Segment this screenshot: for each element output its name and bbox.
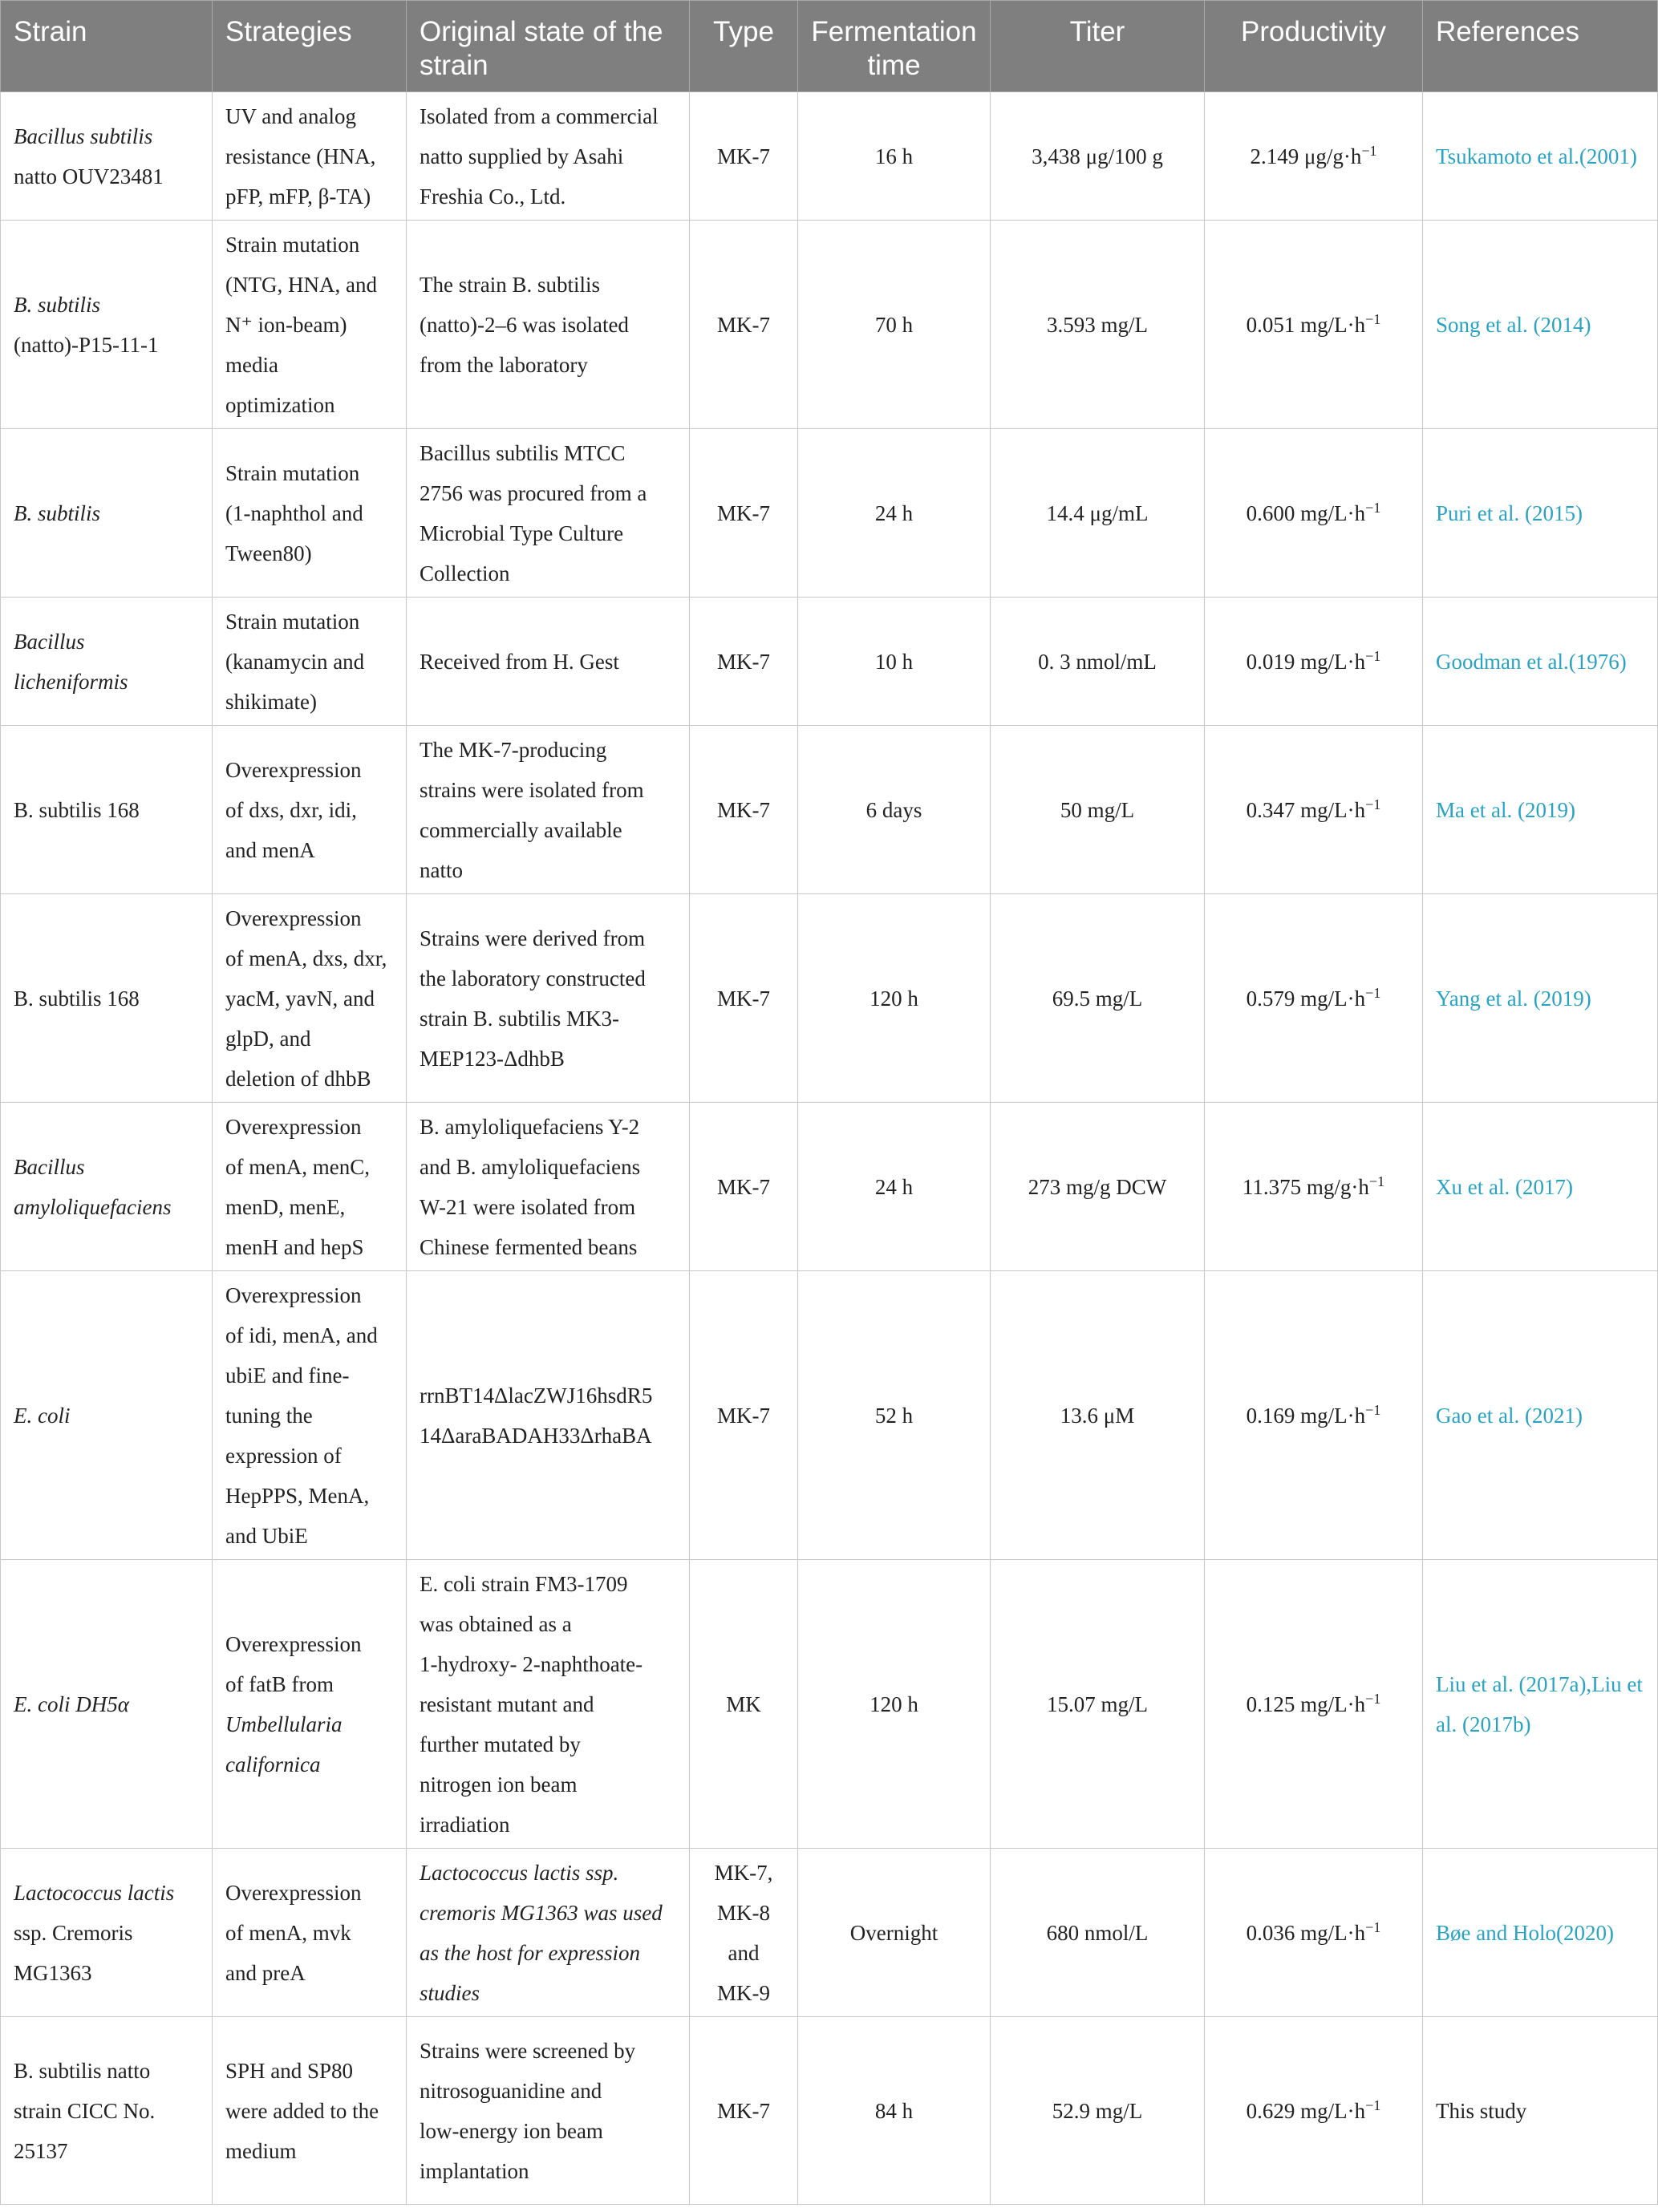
strain-cell	[1, 221, 213, 429]
strategy-line: (kanamycin and	[225, 649, 365, 674]
reference-cell	[1423, 726, 1658, 894]
origin-line: MEP123-ΔdhbB	[420, 1046, 565, 1071]
type-cell: MK-7	[690, 221, 798, 429]
origin-line: cremoris MG1363 was used	[420, 1900, 663, 1925]
time-cell: 120 h	[798, 1560, 991, 1849]
reference-cell	[1423, 598, 1658, 726]
origin-line: the laboratory constructed	[420, 966, 646, 991]
strain-cell	[1, 894, 213, 1103]
type-cell: MK-7	[690, 2017, 798, 2205]
reference-cell	[1423, 429, 1658, 598]
productivity-exponent: −1	[1365, 984, 1381, 1001]
type-cell: MK-7	[690, 598, 798, 726]
strategy-line: glpD, and	[225, 1026, 311, 1051]
strain-line: amyloliquefaciens	[14, 1194, 172, 1219]
productivity-value: 0.579 mg/L·h	[1246, 986, 1366, 1011]
type-line: MK-9	[717, 1980, 770, 2005]
origin-line: and B. amyloliquefaciens	[420, 1154, 641, 1179]
origin-line: implantation	[420, 2158, 529, 2183]
strategy-line: menH and hepS	[225, 1234, 364, 1259]
productivity-value: 11.375 mg/g·h	[1242, 1174, 1369, 1199]
strategies-cell	[213, 221, 407, 429]
table-row	[1, 726, 1658, 894]
origin-line: rrnBT14ΔlacZWJ16hsdR5	[420, 1383, 653, 1408]
origin-line: low-energy ion beam	[420, 2118, 603, 2143]
strategy-line: menD, menE,	[225, 1194, 346, 1219]
strategy-line: deletion of dhbB	[225, 1066, 371, 1091]
strategy-line: and menA	[225, 837, 315, 862]
origin-line: Freshia Co., Ltd.	[420, 184, 566, 209]
type-line: and	[728, 1940, 760, 1965]
strategies-cell	[213, 1849, 407, 2017]
strategy-line: pFP, mFP, β-TA)	[225, 184, 371, 209]
strategy-line: of menA, dxs, dxr,	[225, 946, 387, 970]
titer-cell: 13.6 μM	[991, 1271, 1205, 1560]
header-type: Type	[690, 1, 798, 92]
type-cell: MK-7	[690, 726, 798, 894]
strain-line: B. subtilis 168	[14, 797, 140, 822]
productivity-exponent: −1	[1365, 1690, 1381, 1707]
productivity-exponent: −1	[1365, 2097, 1381, 2113]
strategy-line: and UbiE	[225, 1523, 308, 1548]
origin-line: resistant mutant and	[420, 1691, 594, 1716]
origin-line: irradiation	[420, 1812, 510, 1837]
origin-line: natto supplied by Asahi	[420, 144, 624, 168]
productivity-cell	[1205, 726, 1423, 894]
titer-cell: 14.4 μg/mL	[991, 429, 1205, 598]
header-fermentation-time: Fermentation time	[798, 1, 991, 92]
strain-line: Bacillus subtilis	[14, 124, 153, 148]
productivity-exponent: −1	[1361, 142, 1377, 159]
type-cell: MK	[690, 1560, 798, 1849]
origin-cell	[407, 221, 690, 429]
reference-cell	[1423, 221, 1658, 429]
table-row	[1, 1560, 1658, 1849]
productivity-cell	[1205, 1271, 1423, 1560]
origin-line: nitrogen ion beam	[420, 1772, 578, 1797]
origin-line: Bacillus subtilis MTCC	[420, 440, 626, 465]
productivity-cell	[1205, 2017, 1423, 2205]
table-row	[1, 221, 1658, 429]
reference-link[interactable]: Tsukamoto et al.	[1436, 144, 1579, 168]
titer-cell: 69.5 mg/L	[991, 894, 1205, 1103]
strain-line: strain CICC No.	[14, 2098, 156, 2123]
reference-link[interactable]: (2001)	[1579, 144, 1637, 168]
reference-cell	[1423, 1271, 1658, 1560]
strategy-line: (1-naphthol and	[225, 500, 363, 525]
origin-line: The MK-7-producing	[420, 737, 607, 762]
strategy-line: and preA	[225, 1960, 306, 1985]
table-row	[1, 1103, 1658, 1271]
header-original-state: Original state of the strain	[407, 1, 690, 92]
header-strain: Strain	[1, 1, 213, 92]
origin-line: Isolated from a commercial	[420, 103, 659, 128]
reference-cell	[1423, 1849, 1658, 2017]
strategy-line: Overexpression	[225, 1880, 362, 1905]
table-row	[1, 1271, 1658, 1560]
strategy-line: N⁺ ion-beam)	[225, 312, 347, 337]
time-cell: 24 h	[798, 1103, 991, 1271]
strategy-line: Overexpression	[225, 905, 362, 930]
type-cell: MK-7	[690, 429, 798, 598]
strain-line: natto OUV23481	[14, 164, 164, 188]
strategy-line: (NTG, HNA, and	[225, 272, 377, 297]
strain-cell	[1, 1103, 213, 1271]
productivity-value: 0.036 mg/L·h	[1246, 1920, 1366, 1945]
reference-link[interactable]: Xu et al. (2017)	[1436, 1174, 1573, 1199]
origin-line: Lactococcus lactis ssp.	[420, 1860, 619, 1885]
reference-link[interactable]: Liu et al. (2017b)	[1436, 1671, 1643, 1736]
origin-cell	[407, 1271, 690, 1560]
table-row	[1, 598, 1658, 726]
origin-line: strain B. subtilis MK3-	[420, 1006, 620, 1031]
strain-line: E. coli DH5α	[14, 1691, 129, 1716]
strategies-cell	[213, 92, 407, 221]
strategy-line: Overexpression	[225, 1631, 362, 1656]
reference-cell	[1423, 894, 1658, 1103]
reference-link[interactable]: Liu et al. (2017a),	[1436, 1671, 1592, 1696]
table-row	[1, 2017, 1658, 2205]
productivity-exponent: −1	[1365, 1918, 1381, 1935]
strain-line: MG1363	[14, 1960, 92, 1985]
strain-cell	[1, 92, 213, 221]
origin-cell	[407, 1560, 690, 1849]
strategy-line: UV and analog	[225, 103, 356, 128]
productivity-value: 0.600 mg/L·h	[1246, 500, 1366, 525]
origin-line: The strain B. subtilis	[420, 272, 600, 297]
time-cell: 70 h	[798, 221, 991, 429]
reference-cell: This study	[1423, 2017, 1658, 2205]
titer-cell: 273 mg/g DCW	[991, 1103, 1205, 1271]
origin-line: nitrosoguanidine and	[420, 2078, 602, 2103]
origin-line: W-21 were isolated from	[420, 1194, 636, 1219]
reference-link[interactable]: Song et al. (2014)	[1436, 312, 1591, 337]
strategy-line: Strain mutation	[225, 232, 360, 257]
strategies-cell	[213, 894, 407, 1103]
strategy-line: resistance (HNA,	[225, 144, 376, 168]
strategy-line: of menA, mvk	[225, 1920, 351, 1945]
origin-line: Chinese fermented beans	[420, 1234, 638, 1259]
strategies-cell	[213, 598, 407, 726]
origin-line: Received from H. Gest	[420, 649, 619, 674]
strategy-line: Strain mutation	[225, 460, 360, 485]
strain-line: Bacillus	[14, 1154, 85, 1179]
origin-cell	[407, 1849, 690, 2017]
time-cell: 10 h	[798, 598, 991, 726]
strain-line: Bacillus	[14, 629, 85, 654]
titer-cell: 50 mg/L	[991, 726, 1205, 894]
reference-cell	[1423, 92, 1658, 221]
reference-link[interactable]: Gao et al. (2021)	[1436, 1403, 1583, 1428]
strain-line: 25137	[14, 2138, 68, 2163]
strategy-line: shikimate)	[225, 689, 317, 714]
strategies-cell	[213, 1271, 407, 1560]
titer-cell: 680 nmol/L	[991, 1849, 1205, 2017]
strain-line: E. coli	[14, 1403, 71, 1428]
strategies-cell	[213, 429, 407, 598]
strain-line: ssp. Cremoris	[14, 1920, 133, 1945]
strategy-line: optimization	[225, 392, 335, 417]
productivity-value: 2.149 μg/g·h	[1250, 144, 1362, 168]
type-cell: MK-7	[690, 1271, 798, 1560]
origin-line: commercially available	[420, 817, 622, 842]
strategy-line: Overexpression	[225, 757, 362, 782]
strategy-line: SPH and SP80	[225, 2058, 354, 2083]
productivity-cell	[1205, 1103, 1423, 1271]
type-cell: MK-7	[690, 1103, 798, 1271]
titer-cell: 0. 3 nmol/mL	[991, 598, 1205, 726]
productivity-exponent: −1	[1365, 499, 1381, 516]
strategies-cell	[213, 2017, 407, 2205]
table-row	[1, 1849, 1658, 2017]
header-references: References	[1423, 1, 1658, 92]
time-cell: 84 h	[798, 2017, 991, 2205]
productivity-exponent: −1	[1365, 310, 1381, 327]
reference-link[interactable]: Bøe and Holo	[1436, 1920, 1556, 1945]
titer-cell: 15.07 mg/L	[991, 1560, 1205, 1849]
strategy-line: medium	[225, 2138, 297, 2163]
table-row	[1, 92, 1658, 221]
strain-cell	[1, 1849, 213, 2017]
origin-cell	[407, 894, 690, 1103]
time-cell: 24 h	[798, 429, 991, 598]
origin-line: further mutated by	[420, 1732, 581, 1756]
reference-link[interactable]: (1976)	[1568, 649, 1627, 674]
strategy-line: yacM, yavN, and	[225, 986, 375, 1011]
strategies-cell	[213, 1560, 407, 1849]
strain-line: B. subtilis	[14, 292, 101, 317]
table-row	[1, 429, 1658, 598]
titer-cell: 3,438 μg/100 g	[991, 92, 1205, 221]
strain-cell	[1, 1560, 213, 1849]
strain-line: B. subtilis natto	[14, 2058, 151, 2083]
productivity-cell	[1205, 894, 1423, 1103]
strain-cell	[1, 2017, 213, 2205]
reference-cell	[1423, 1560, 1658, 1849]
type-line: MK-7,	[714, 1860, 773, 1885]
table-row	[1, 894, 1658, 1103]
strategy-line: ubiE and fine-	[225, 1363, 350, 1388]
strategy-line: Strain mutation	[225, 609, 360, 634]
strain-cell	[1, 1271, 213, 1560]
reference-link[interactable]: Yang et al. (2019)	[1436, 986, 1591, 1011]
reference-link[interactable]: Ma et al. (2019)	[1436, 797, 1575, 822]
productivity-cell	[1205, 92, 1423, 221]
strain-line: B. subtilis 168	[14, 986, 140, 1011]
time-cell: Overnight	[798, 1849, 991, 2017]
productivity-exponent: −1	[1365, 647, 1381, 664]
reference-link[interactable]: Puri et al. (2015)	[1436, 500, 1583, 525]
strategies-cell	[213, 1103, 407, 1271]
origin-cell	[407, 429, 690, 598]
origin-line: studies	[420, 1980, 480, 2005]
strategy-line: of dxs, dxr, idi,	[225, 797, 357, 822]
time-cell: 6 days	[798, 726, 991, 894]
strain-cell	[1, 598, 213, 726]
header-strategies: Strategies	[213, 1, 407, 92]
productivity-value: 0.125 mg/L·h	[1246, 1691, 1366, 1716]
origin-cell	[407, 2017, 690, 2205]
strain-line: licheniformis	[14, 669, 128, 694]
productivity-cell	[1205, 1560, 1423, 1849]
productivity-value: 0.347 mg/L·h	[1246, 797, 1366, 822]
strategy-line: Overexpression	[225, 1114, 362, 1139]
strategy-line: californica	[225, 1752, 321, 1776]
table-header-row	[1, 1, 1658, 92]
strategy-line: expression of	[225, 1443, 342, 1468]
strategy-line: of fatB from	[225, 1671, 334, 1696]
strategy-line: tuning the	[225, 1403, 313, 1428]
origin-cell	[407, 726, 690, 894]
time-cell: 120 h	[798, 894, 991, 1103]
origin-line: (natto)-2–6 was isolated	[420, 312, 629, 337]
reference-cell	[1423, 1103, 1658, 1271]
titer-cell: 52.9 mg/L	[991, 2017, 1205, 2205]
reference-link[interactable]: (2020)	[1555, 1920, 1614, 1945]
origin-line: E. coli strain FM3-1709	[420, 1571, 628, 1596]
strain-line: Lactococcus lactis	[14, 1880, 175, 1905]
origin-line: 1-hydroxy- 2-naphthoate-	[420, 1651, 643, 1676]
strategy-line: Overexpression	[225, 1282, 362, 1307]
productivity-value: 0.019 mg/L·h	[1246, 649, 1366, 674]
strategy-line: were added to the	[225, 2098, 379, 2123]
productivity-cell	[1205, 598, 1423, 726]
header-titer: Titer	[991, 1, 1205, 92]
origin-line: from the laboratory	[420, 352, 588, 377]
strategy-line: Umbellularia	[225, 1712, 343, 1736]
productivity-exponent: −1	[1368, 1173, 1385, 1189]
origin-line: B. amyloliquefaciens Y-2	[420, 1114, 640, 1139]
productivity-exponent: −1	[1365, 796, 1381, 812]
origin-line: as the host for expression	[420, 1940, 640, 1965]
origin-line: Collection	[420, 561, 510, 585]
strategy-line: of menA, menC,	[225, 1154, 370, 1179]
origin-cell	[407, 1103, 690, 1271]
origin-line: natto	[420, 857, 463, 882]
type-cell	[690, 1849, 798, 2017]
origin-line: strains were isolated from	[420, 777, 644, 802]
strategies-cell	[213, 726, 407, 894]
strain-line: B. subtilis	[14, 500, 101, 525]
strain-cell	[1, 429, 213, 598]
origin-line: Strains were screened by	[420, 2038, 636, 2063]
productivity-value: 0.051 mg/L·h	[1246, 312, 1366, 337]
strategy-line: of idi, menA, and	[225, 1323, 378, 1347]
origin-line: was obtained as a	[420, 1611, 572, 1636]
origin-line: Microbial Type Culture	[420, 521, 624, 545]
productivity-cell	[1205, 221, 1423, 429]
productivity-value: 0.169 mg/L·h	[1246, 1403, 1366, 1428]
type-line: MK-8	[717, 1900, 770, 1925]
productivity-cell	[1205, 1849, 1423, 2017]
strain-line: (natto)-P15-11-1	[14, 332, 159, 357]
reference-link[interactable]: Goodman et al.	[1436, 649, 1569, 674]
type-cell: MK-7	[690, 894, 798, 1103]
productivity-exponent: −1	[1365, 1401, 1381, 1418]
time-cell: 16 h	[798, 92, 991, 221]
origin-line: 2756 was procured from a	[420, 480, 647, 505]
origin-line: Strains were derived from	[420, 926, 646, 950]
origin-line: 14ΔaraBADAH33ΔrhaBA	[420, 1423, 652, 1448]
productivity-cell	[1205, 429, 1423, 598]
header-productivity: Productivity	[1205, 1, 1423, 92]
titer-cell: 3.593 mg/L	[991, 221, 1205, 429]
time-cell: 52 h	[798, 1271, 991, 1560]
strategy-line: media	[225, 352, 278, 377]
productivity-value: 0.629 mg/L·h	[1246, 2098, 1366, 2123]
origin-cell	[407, 92, 690, 221]
type-cell: MK-7	[690, 92, 798, 221]
strategy-line: Tween80)	[225, 541, 312, 565]
strain-cell	[1, 726, 213, 894]
origin-cell	[407, 598, 690, 726]
strategy-line: HepPPS, MenA,	[225, 1483, 370, 1508]
